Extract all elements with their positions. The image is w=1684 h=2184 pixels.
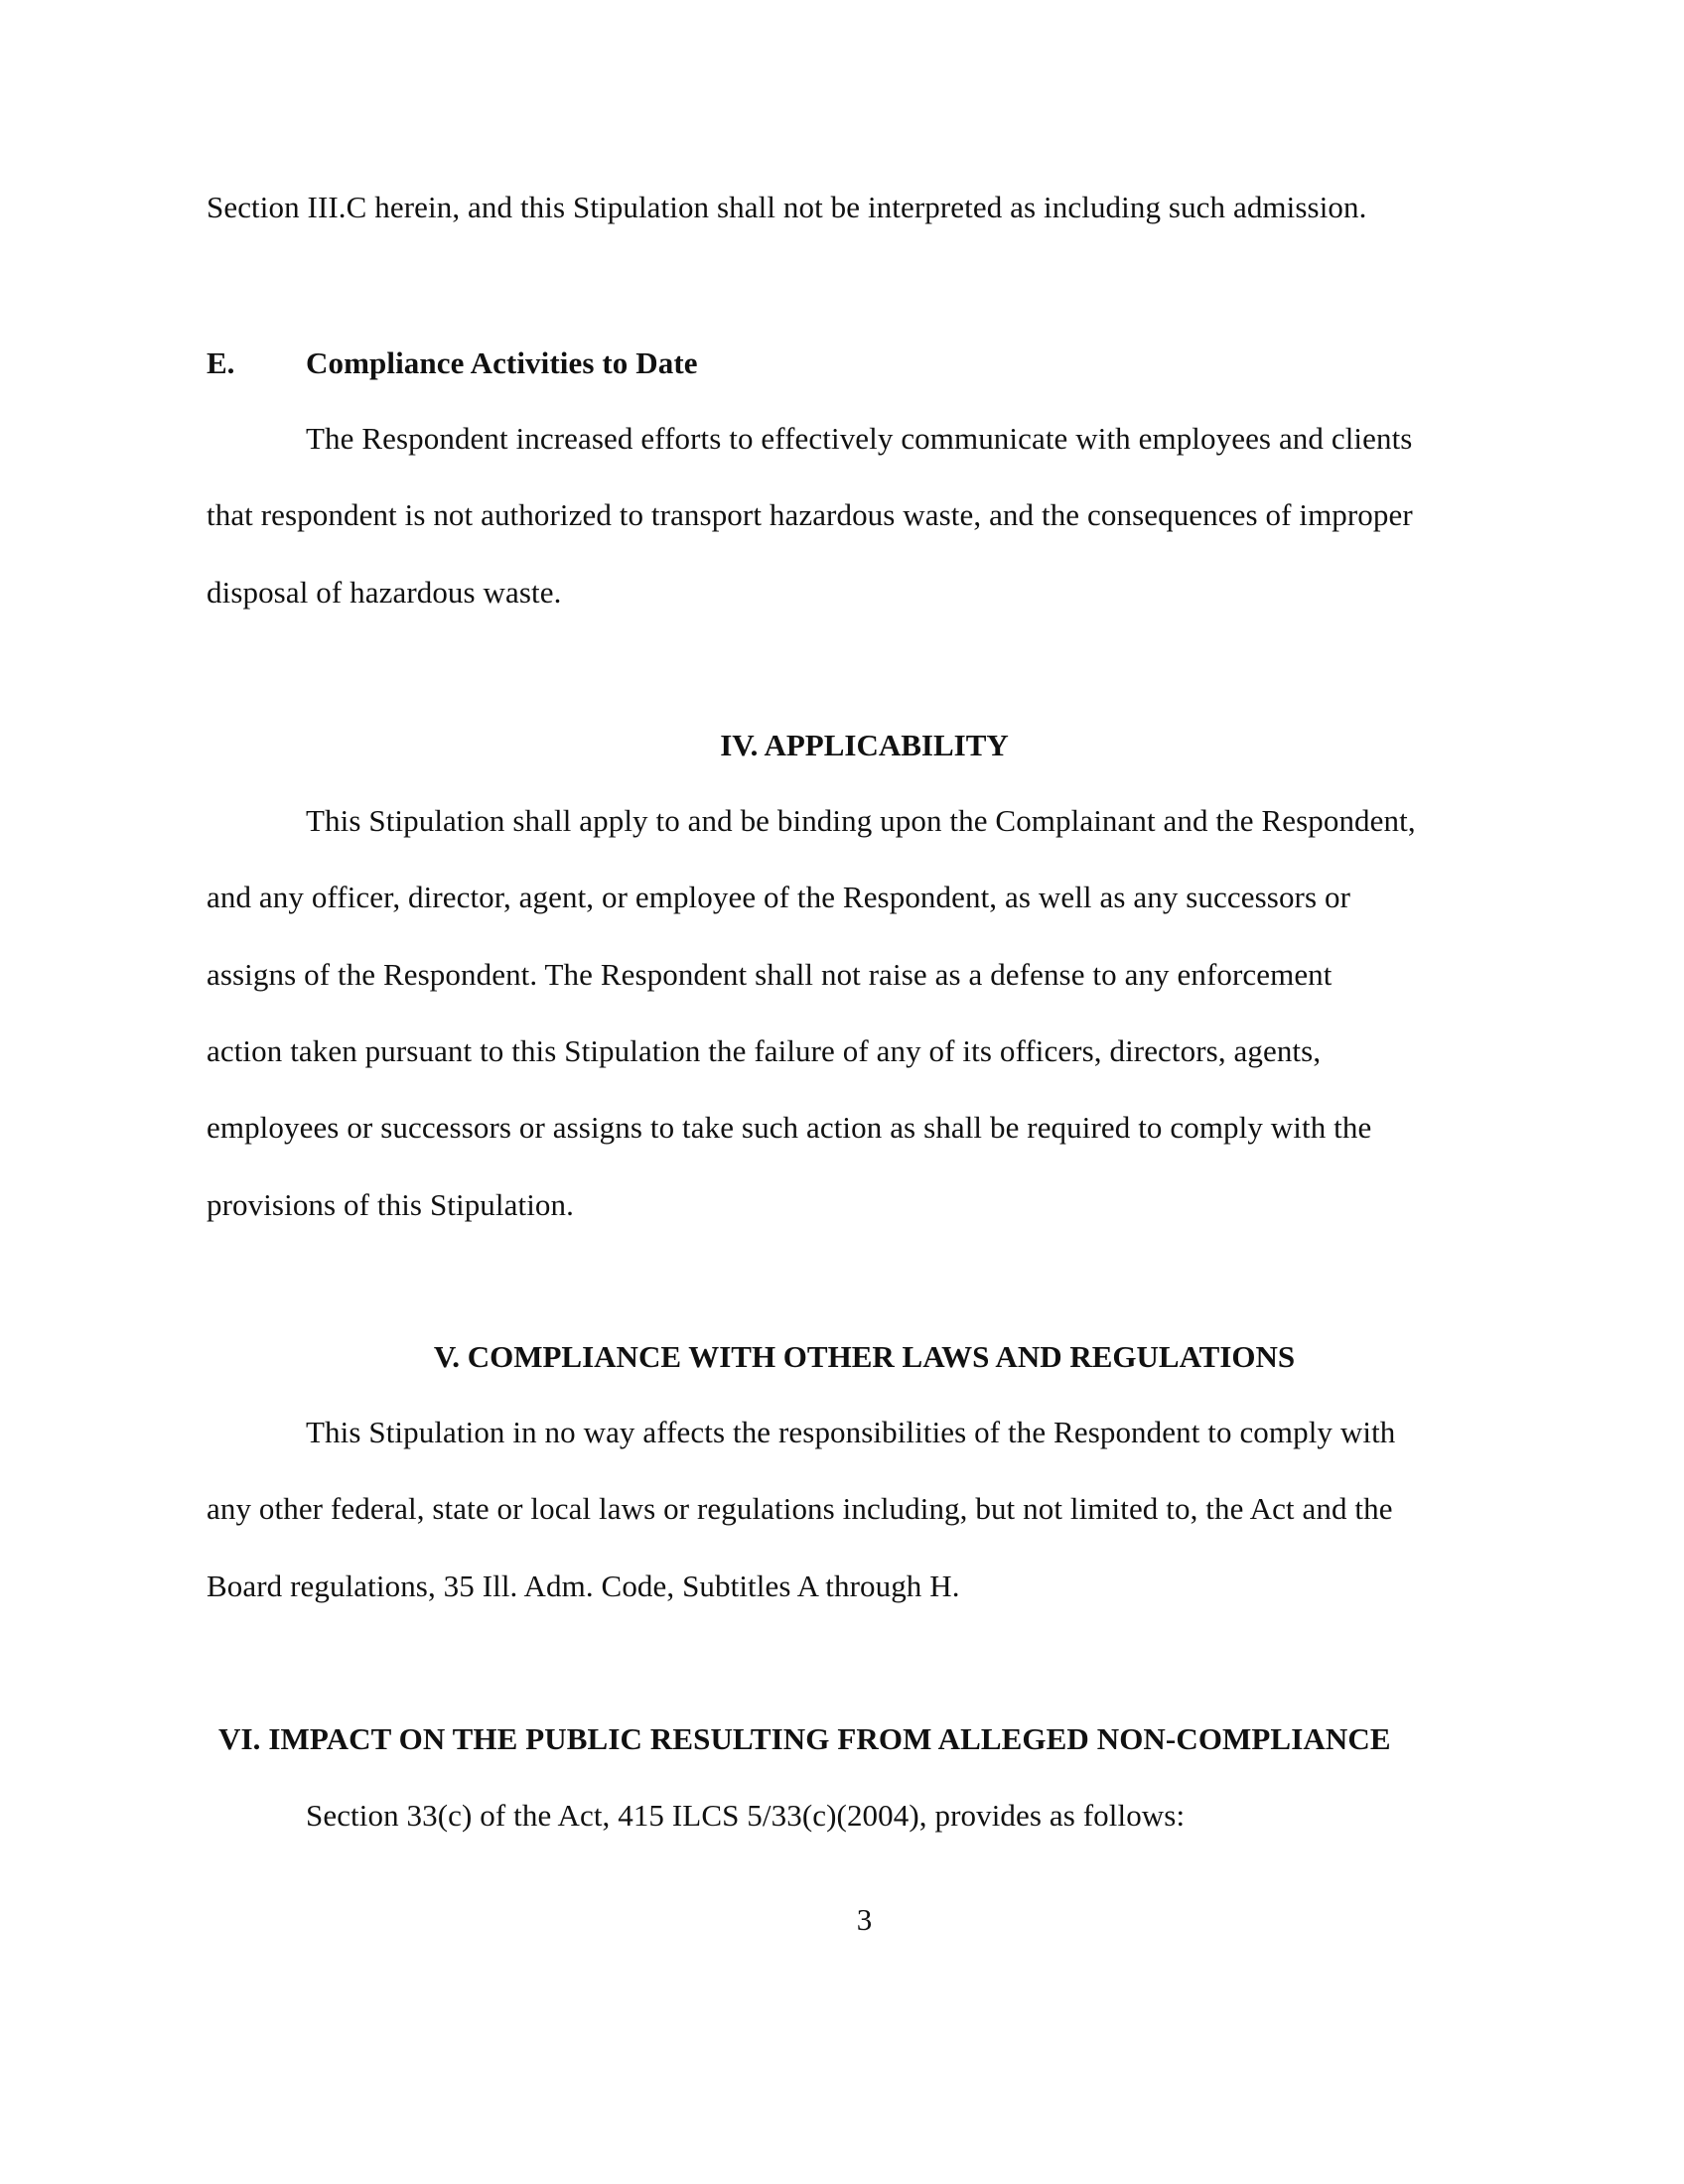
section-v-paragraph-line: This Stipulation in no way affects the responsibilities of the Respondent to comply with bbox=[306, 1415, 1396, 1449]
section-iv-paragraph-line: action taken pursuant to this Stipulation the failure of any of its officers, directors, agents, bbox=[207, 1033, 1322, 1068]
section-e-letter: E. bbox=[207, 345, 235, 380]
section-v-paragraph-line: any other federal, state or local laws or regulations including, but not limited to, the Act and the bbox=[207, 1491, 1393, 1526]
section-vi-paragraph-line: Section 33(c) of the Act, 415 ILCS 5/33(c)(2004), provides as follows: bbox=[306, 1798, 1186, 1833]
section-iv-paragraph-line: assigns of the Respondent. The Respondent shall not raise as a defense to any enforcement bbox=[207, 957, 1333, 992]
section-iv-heading: IV. APPLICABILITY bbox=[720, 728, 1009, 762]
section-vi-heading: VI. IMPACT ON THE PUBLIC RESULTING FROM ALLEGED NON-COMPLIANCE bbox=[218, 1721, 1391, 1756]
continuation-text: Section III.C herein, and this Stipulation shall not be interpreted as including such admission. bbox=[207, 190, 1367, 224]
section-e-paragraph-line: The Respondent increased efforts to effectively communicate with employees and clients bbox=[306, 421, 1413, 456]
section-e-paragraph-line: disposal of hazardous waste. bbox=[207, 575, 562, 610]
section-v-paragraph-line: Board regulations, 35 Ill. Adm. Code, Subtitles A through H. bbox=[207, 1569, 960, 1603]
section-iv-paragraph-line: employees or successors or assigns to take such action as shall be required to comply with the bbox=[207, 1110, 1372, 1145]
section-e-paragraph-line: that respondent is not authorized to transport hazardous waste, and the consequences of improper bbox=[207, 497, 1413, 532]
page-number: 3 bbox=[856, 1902, 873, 1937]
section-v-heading: V. COMPLIANCE WITH OTHER LAWS AND REGULATIONS bbox=[433, 1339, 1296, 1374]
section-iv-paragraph-line: and any officer, director, agent, or employee of the Respondent, as well as any successors or bbox=[207, 880, 1351, 914]
section-e-title: Compliance Activities to Date bbox=[306, 345, 698, 380]
section-iv-paragraph-line: provisions of this Stipulation. bbox=[207, 1187, 574, 1222]
section-iv-paragraph-line: This Stipulation shall apply to and be binding upon the Complainant and the Respondent, bbox=[306, 803, 1416, 838]
